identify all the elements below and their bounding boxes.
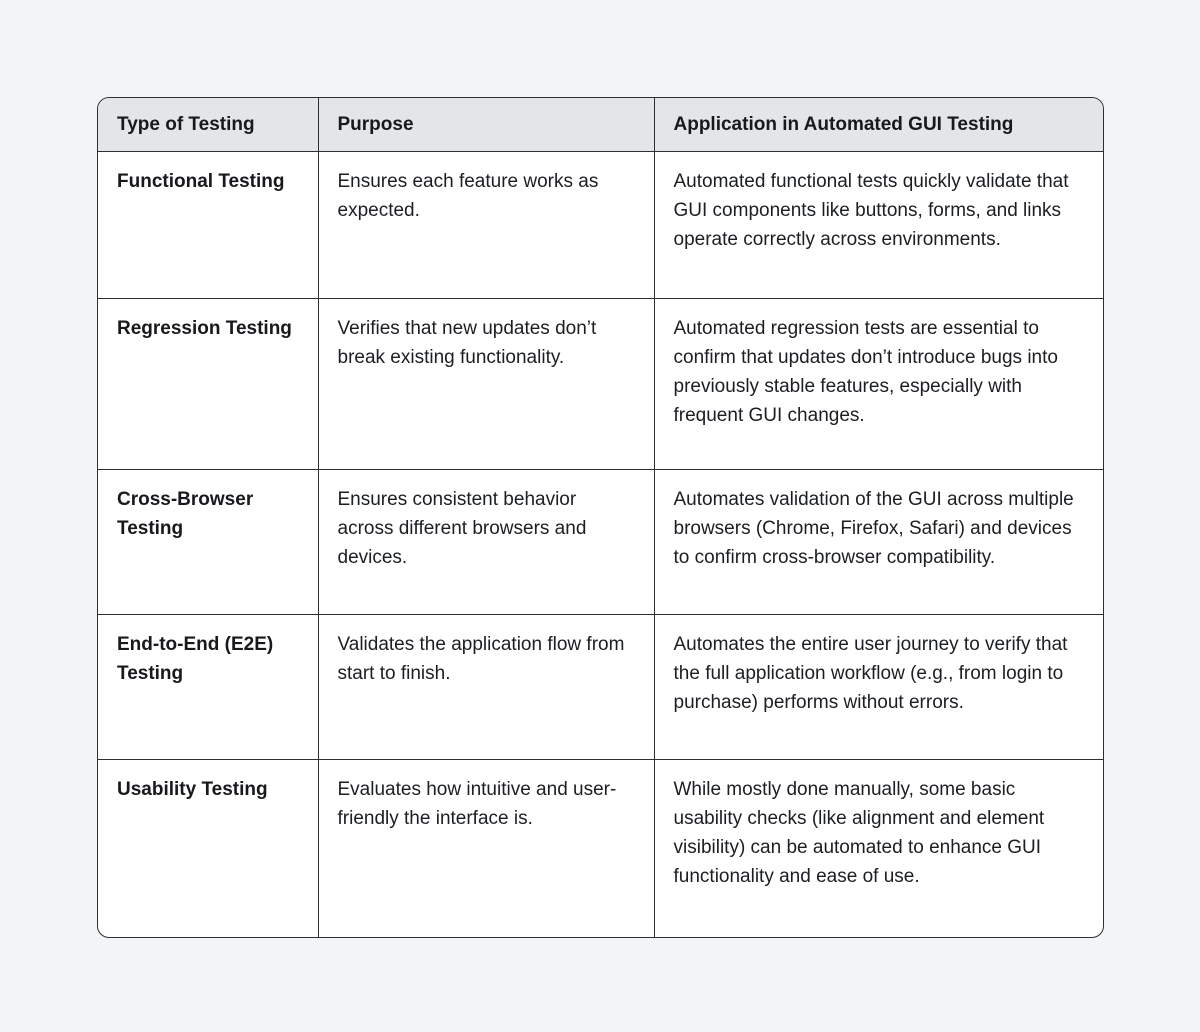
- table-row: [98, 760, 1104, 937]
- table-row: [98, 299, 1104, 470]
- header-row: [98, 98, 1104, 152]
- cell-application: While mostly done manually, some basic usability checks (like alignment and element visibility) can be automated to enhance GUI functionality and ease of use.: [673, 779, 1045, 887]
- cell-type: Usability Testing: [98, 760, 318, 937]
- column-header-application: Application in Automated GUI Testing: [654, 98, 1104, 152]
- cell-application: Automates the entire user journey to verify that the full application workflow (e.g., from login to purchase) performs without errors.: [654, 615, 1104, 760]
- cell-purpose: Validates the application flow from start to finish.: [318, 615, 654, 760]
- table-row: [98, 470, 1104, 615]
- cell-application: Automated regression tests are essential to confirm that updates don’t introduce bugs into previously stable features, especially with frequent GUI changes.: [654, 299, 1104, 470]
- cell-type: Regression Testing: [98, 299, 318, 470]
- comparison-table: [98, 98, 1104, 937]
- cell-application: Automates validation of the GUI across multiple browsers (Chrome, Firefox, Safari) and devices to confirm cross-browser compatibility.: [654, 470, 1104, 615]
- cell-purpose: Evaluates how intuitive and user-friendly the interface is.: [318, 760, 654, 937]
- column-header-purpose: Purpose: [318, 98, 654, 152]
- cell-application: Automated functional tests quickly validate that GUI components like buttons, forms, and links operate correctly across environments.: [654, 152, 1104, 299]
- cell-type: Functional Testing: [98, 152, 318, 299]
- table-row: [98, 152, 1104, 299]
- testing-types-table: [97, 97, 1104, 938]
- table-row: [98, 615, 1104, 760]
- column-header-type: Type of Testing: [98, 98, 318, 152]
- cell-purpose: Verifies that new updates don’t break existing functionality.: [318, 299, 654, 470]
- cell-type: End-to-End (E2E) Testing: [98, 615, 318, 760]
- cell-purpose: Ensures each feature works as expected.: [318, 152, 654, 299]
- cell-purpose: Ensures consistent behavior across different browsers and devices.: [318, 470, 654, 615]
- cell-type: Cross-Browser Testing: [98, 470, 318, 615]
